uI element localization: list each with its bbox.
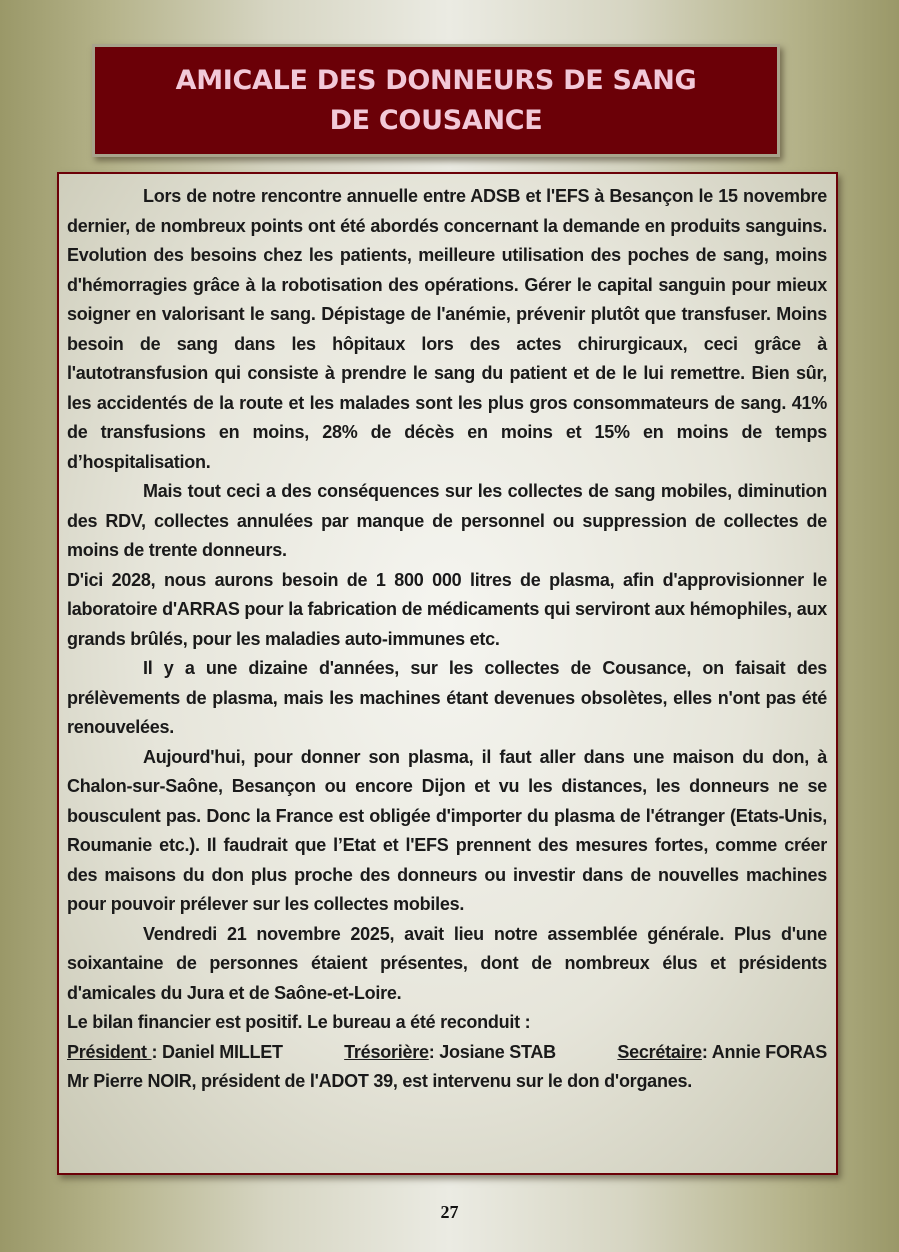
page-title-line-1: AMICALE DES DONNEURS DE SANG bbox=[175, 64, 697, 96]
page-number: 27 bbox=[440, 1202, 459, 1222]
paragraph-4: Il y a une dizaine d'années, sur les collectes de Cousance, on faisait des prélèvements de plasma, mais les machines étant devenues obsolètes, elles n'ont pas été renouvelées. bbox=[67, 658, 827, 737]
president-label: Président bbox=[67, 1041, 152, 1062]
secretaire-entry bbox=[617, 1038, 827, 1068]
bilan-line: Le bilan financier est positif. Le bureau a été reconduit : bbox=[67, 1012, 531, 1032]
paragraph-3: D'ici 2028, nous aurons besoin de 1 800 000 litres de plasma, afin d'approvisionner le laboratoire d'ARRAS pour la fabrication de médicaments qui serviront aux hémophiles, aux grands brûlés, pour les maladies auto-immunes etc. bbox=[67, 569, 827, 649]
paragraph-5: Aujourd'hui, pour donner son plasma, il faut aller dans une maison du don, à Chalon-sur-Saône, Besançon ou encore Dijon et vu les distances, les donneurs ne se bousculent pas. Donc la France est obligée d'importer du plasma de l'étranger (Etats-Unis, Roumanie etc.). Il faudrait que l’Etat et l'EFS prennent des mesures fortes, comme créer des maisons du don plus proche des donneurs ou investir dans de nouvelles machines pour pouvoir prélever sur les collectes mobiles. bbox=[67, 746, 827, 914]
closing-line: Mr Pierre NOIR, président de l'ADOT 39, est intervenu sur le don d'organes. bbox=[67, 1071, 692, 1091]
tresoriere-name: : Josiane STAB bbox=[428, 1041, 556, 1062]
paragraph-1: Lors de notre rencontre annuelle entre ADSB et l'EFS à Besançon le 15 novembre dernier, de nombreux points ont été abordés concernant la demande en produits sanguins. Evolution des besoins chez les patients, meilleure utilisation des poches de sang, moins d'hémorragies grâce à la robotisation des opérations. Gérer le capital sanguin pour mieux soigner en valorisant le sang. Dépistage de l'anémie, prévenir plutôt que transfuser. Moins besoin de sang dans les hôpitaux lors des actes chirurgicaux, ceci grâce à l'autotransfusion qui consiste à prendre le sang du patient et de le lui remettre. Bien sûr, les accidentés de la route et les malades sont les plus gros consommateurs de sang. 41% de transfusions en moins, 28% de décès en moins et 15% en moins de temps d’hospitalisation. bbox=[67, 186, 827, 472]
secretaire-name: : Annie FORAS bbox=[701, 1041, 827, 1062]
president-name: : Daniel MILLET bbox=[151, 1041, 283, 1062]
paragraph-6: Vendredi 21 novembre 2025, avait lieu notre assemblée générale. Plus d'une soixantaine de personnes étaient présentes, dont de nombreux élus et présidents d'amicales du Jura et de Saône-et-Loire. bbox=[67, 923, 827, 1003]
article-box bbox=[57, 172, 838, 1175]
secretaire-label: Secrétaire bbox=[617, 1041, 702, 1062]
title-banner bbox=[92, 44, 780, 157]
officers-line bbox=[67, 1038, 827, 1068]
tresoriere-label: Trésorière bbox=[344, 1041, 429, 1062]
president-entry bbox=[67, 1038, 283, 1068]
tresoriere-entry bbox=[344, 1038, 556, 1068]
paragraph-2: Mais tout ceci a des conséquences sur les collectes de sang mobiles, diminution des RDV, collectes annulées par manque de personnel ou suppression de collectes de moins de trente donneurs. bbox=[67, 481, 827, 560]
page-title-line-2: DE COUSANCE bbox=[329, 104, 543, 136]
